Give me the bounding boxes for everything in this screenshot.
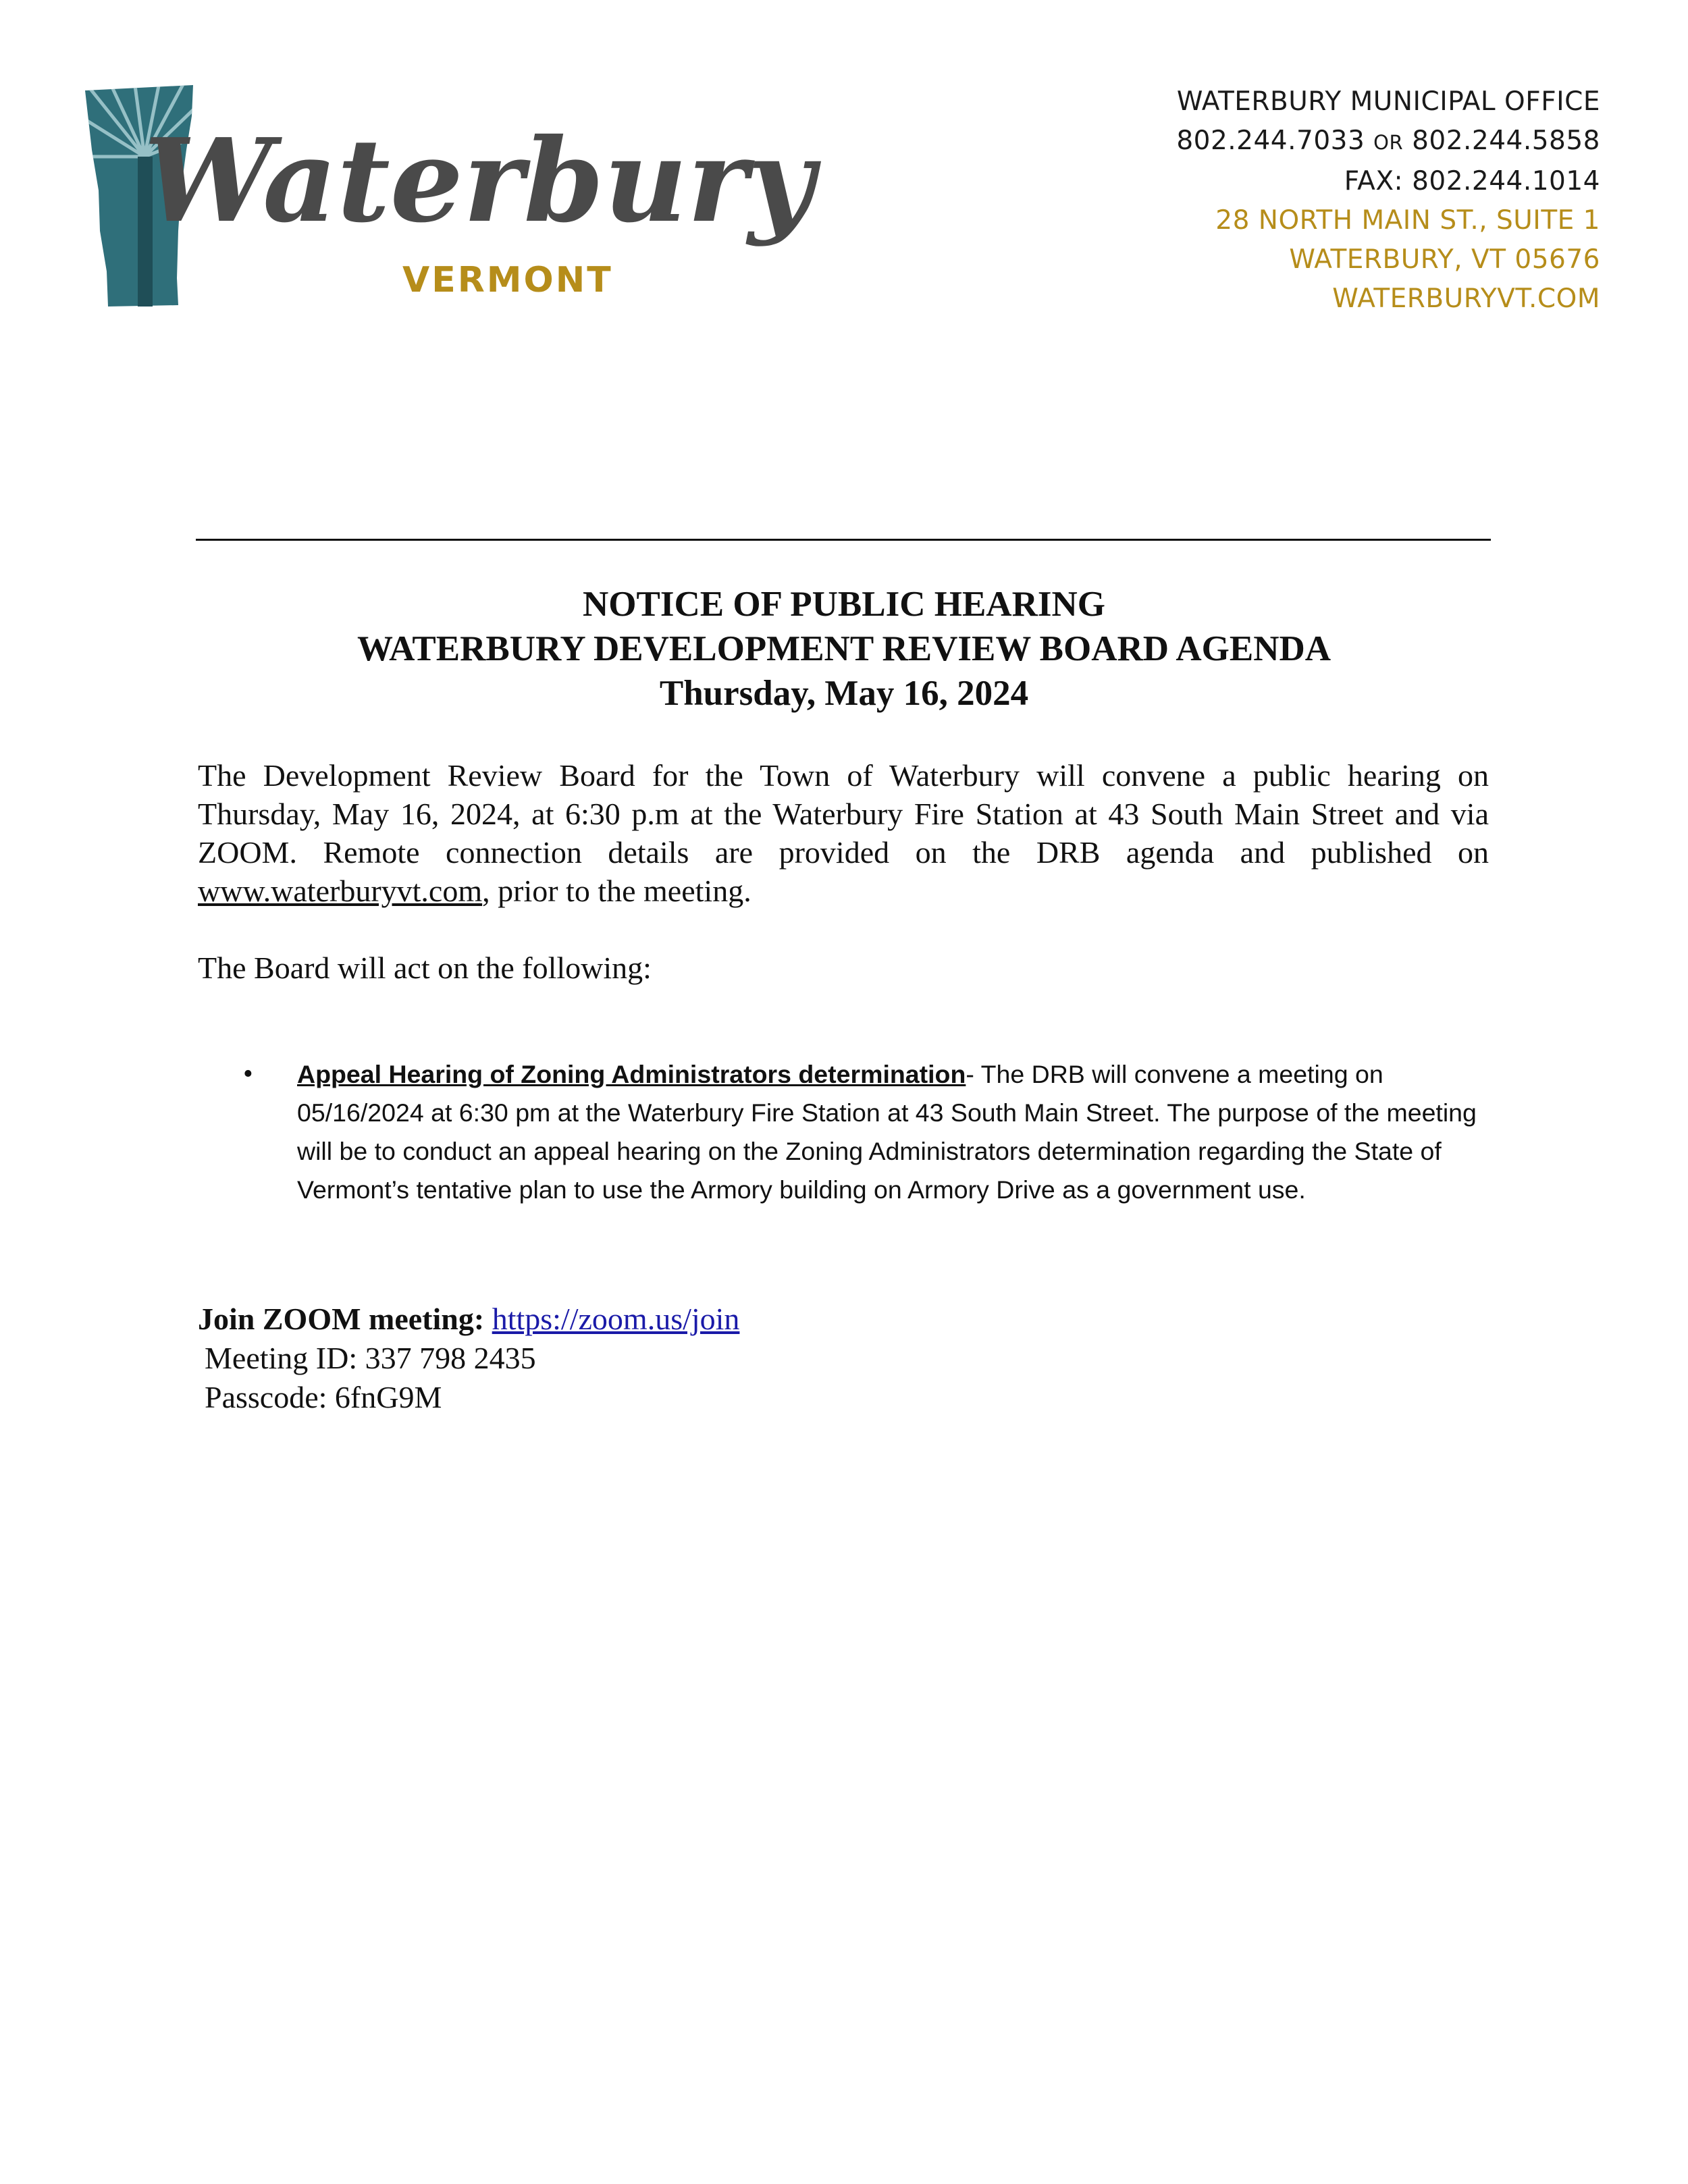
office-website: WATERBURYVT.COM [1332,284,1600,314]
notice-titles [0,582,1688,716]
logo-wordmark: Waterbury [144,113,815,248]
agenda-title: WATERBURY DEVELOPMENT REVIEW BOARD AGENDA [357,629,1331,668]
meeting-date-title: Thursday, May 16, 2024 [659,674,1029,713]
logo-subtitle: VERMONT [402,260,613,300]
board-act-statement: The Board will act on the following: [198,951,652,985]
zoom-details [198,1300,739,1417]
website-link[interactable]: www.waterburyvt.com [198,874,483,908]
header-divider [196,539,1491,541]
intro-paragraph [198,756,1489,910]
zoom-passcode: Passcode: 6fnG9M [205,1380,442,1414]
office-phones [1176,122,1600,162]
phone-or: OR [1373,131,1404,154]
bullet-icon: • [243,1059,253,1090]
office-name: WATERBURY MUNICIPAL OFFICE [1176,86,1600,117]
zoom-join-line [198,1300,739,1339]
agenda-item-text [297,1055,1485,1209]
office-address-line2: WATERBURY, VT 05676 [1289,244,1600,275]
waterbury-vermont-logo [80,76,815,319]
agenda-item-heading: Appeal Hearing of Zoning Administrators determination [297,1060,966,1088]
intro-tail: , prior to the meeting. [482,874,751,908]
office-fax: FAX: 802.244.1014 [1344,166,1600,196]
notice-title: NOTICE OF PUBLIC HEARING [583,585,1105,624]
phone-primary: 802.244.7033 [1176,126,1365,156]
intro-text: The Development Review Board for the Town of Waterbury will convene a public hearing on Thursday, May 16, 2024, at 6:30 p.m at the Waterbury Fire Station at 43 South Main Street and via ZOOM. Remote connection details are provided on the DRB agenda and published on [198,758,1489,870]
zoom-join-label: Join ZOOM meeting: [198,1302,485,1336]
zoom-meeting-id: Meeting ID: 337 798 2435 [205,1341,536,1375]
zoom-join-link[interactable]: https://zoom.us/join [492,1302,740,1336]
office-contact-block [1176,82,1600,319]
agenda-item-body: - The DRB will convene a meeting on 05/16/2024 at 6:30 pm at the Waterbury Fire Station at 43 South Main Street. The purpose of the meeting will be to conduct an appeal hearing on the Zoning Administrators determination regarding the State of Vermont’s tentative plan to use the Armory building on Armory Drive as a government use. [297,1060,1477,1204]
office-address-line1: 28 NORTH MAIN ST., SUITE 1 [1215,205,1600,236]
phone-secondary: 802.244.5858 [1412,126,1600,156]
